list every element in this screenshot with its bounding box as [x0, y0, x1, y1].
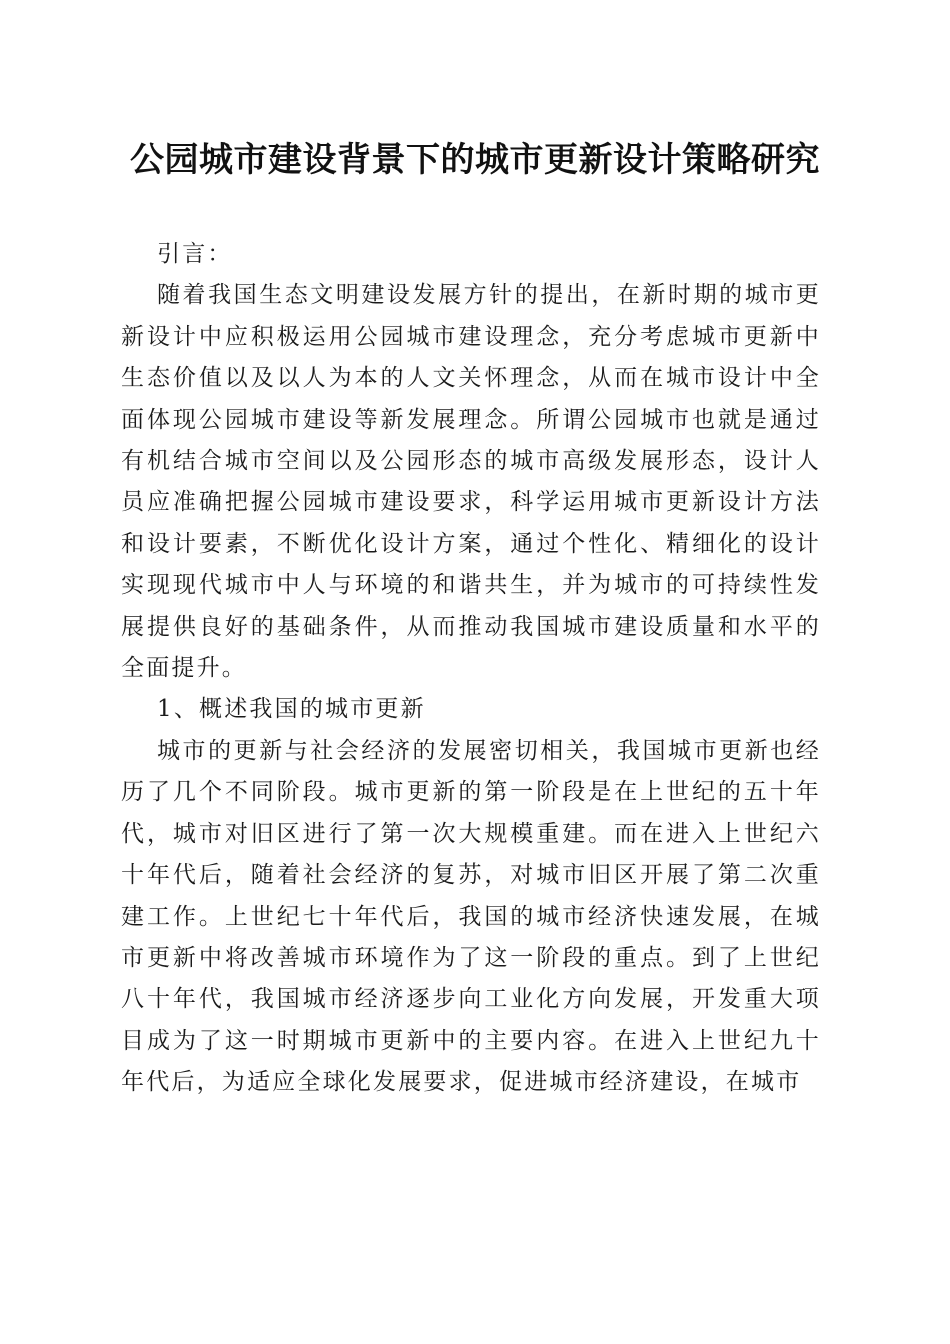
section-1-paragraph: 城市的更新与社会经济的发展密切相关，我国城市更新也经历了几个不同阶段。城市更新的第一阶段是在上世纪的五十年代，城市对旧区进行了第一次大规模重建。而在进入上世纪六十年代后，随着社会经济的复苏，对城市旧区开展了第二次重建工作。上世纪七十年代后，我国的城市经济快速发展，在城市更新中将改善城市环境作为了这一阶段的重点。到了上世纪八十年代，我国城市经济逐步向工业化方向发展，开发重大项目成为了这一时期城市更新中的主要内容。在进入上世纪九十年代后，为适应全球化发展要求，促进城市经济建设，在城市	[121, 737, 821, 1096]
intro-paragraph: 随着我国生态文明建设发展方针的提出，在新时期的城市更新设计中应积极运用公园城市建设理念，充分考虑城市更新中生态价值以及以人为本的人文关怀理念，从而在城市设计中全面体现公园城市建设等新发展理念。所谓公园城市也就是通过有机结合城市空间以及公园形态的城市高级发展形态，设计人员应准确把握公园城市建设要求，科学运用城市更新设计方法和设计要素，不断优化设计方案，通过个性化、精细化的设计实现现代城市中人与环境的和谐共生，并为城市的可持续性发展提供良好的基础条件，从而推动我国城市建设质量和水平的全面提升。	[121, 282, 821, 682]
intro-label: 引言：	[157, 241, 233, 267]
document-title: 公园城市建设背景下的城市更新设计策略研究	[130, 140, 820, 180]
document-body	[121, 234, 821, 1104]
section-1-heading: 1、概述我国的城市更新	[157, 696, 426, 723]
